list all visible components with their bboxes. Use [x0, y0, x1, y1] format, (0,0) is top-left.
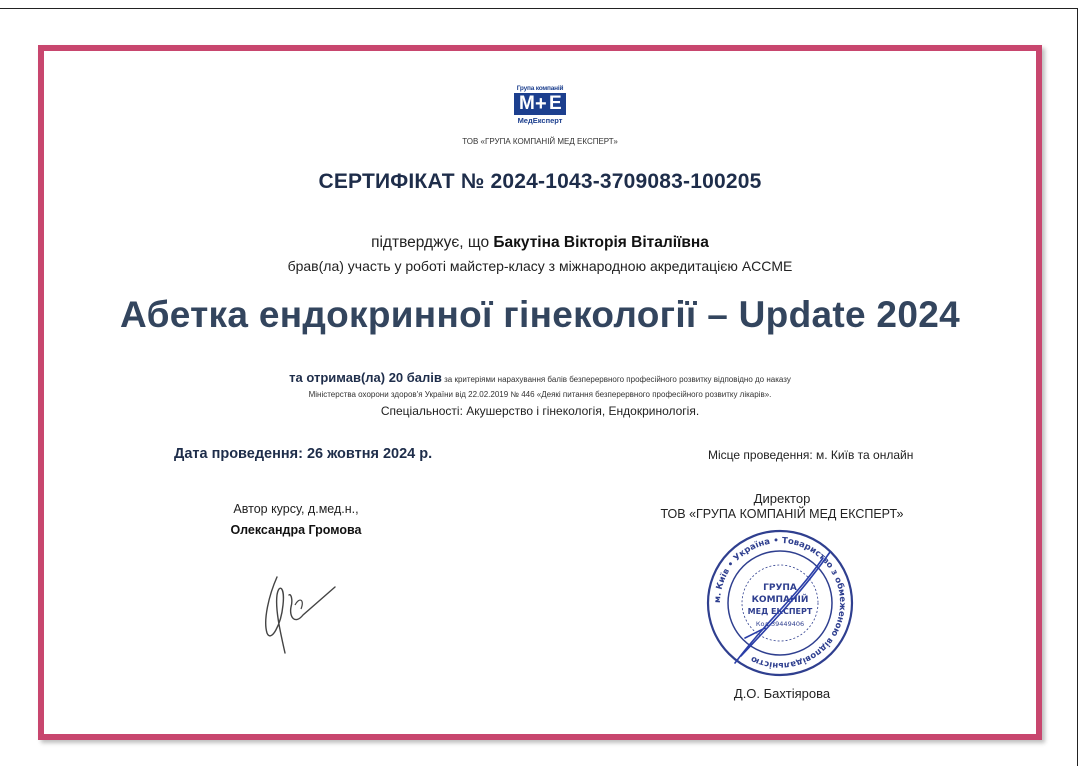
event-place: Місце проведення: м. Київ та онлайн [708, 448, 914, 462]
event-date: Дата проведення: 26 жовтня 2024 р. [174, 446, 433, 462]
company-header: ТОВ «ГРУПА КОМПАНІЙ МЕД ЕКСПЕРТ» [462, 137, 618, 146]
company-logo [511, 85, 569, 129]
confirm-line [0, 234, 1080, 252]
recipient-name: Бакутіна Вікторія Віталіївна [493, 234, 709, 251]
director-company: ТОВ «ГРУПА КОМПАНІЙ МЕД ЕКСПЕРТ» [660, 507, 904, 521]
stamp-line-3: МЕД ЕКСПЕРТ [747, 607, 813, 616]
logo-top-text: Група компаній [516, 85, 564, 92]
logo-letter-e: Е [549, 93, 562, 114]
ministry-line: Міністерства охорони здоров'я України від 22.02.2019 № 446 «Деякі питання безперервного професійного розвитку лікарів». [308, 390, 772, 399]
stamp-code: Код 39449406 [755, 620, 805, 628]
logo-letter-m: М [519, 93, 535, 114]
stamp-ring-text: м. Київ • Україна • Товариство з обмеженою відповідальністю [712, 535, 848, 671]
logo-plus-icon: + [535, 93, 547, 115]
stamp-line-2: КОМПАНІЙ [751, 595, 809, 605]
author-block [196, 502, 396, 537]
author-name: Олександра Громова [230, 523, 362, 537]
points-rest: за критеріями нарахування балів безперервного професійного розвитку відповідно до наказу [441, 375, 791, 384]
company-stamp [705, 528, 855, 678]
author-signature [255, 565, 345, 660]
certificate-number: СЕРТИФІКАТ № 2024-1043-3709083-100205 [318, 170, 762, 193]
logo-mark [514, 93, 566, 115]
points-line [0, 370, 1080, 385]
director-name: Д.О. Бахтіярова [733, 686, 831, 701]
course-title: Абетка ендокринної гінекології – Update 2024 [120, 294, 960, 335]
confirm-prefix: підтверджує, що [371, 234, 494, 251]
logo-bottom-text: МедЕксперт [517, 116, 563, 125]
points-bold: та отримав(ла) 20 балів [289, 370, 442, 385]
stamp-line-1: ГРУПА [763, 583, 797, 593]
participation-line: брав(ла) участь у роботі майстер-класу з міжнародною акредитацією ACCME [287, 258, 793, 274]
specialties-line: Спеціальності: Акушерство і гінекологія, Ендокринологія. [380, 404, 700, 418]
director-title: Директор [753, 491, 811, 506]
author-role: Автор курсу, д.мед.н., [233, 502, 359, 516]
director-block [612, 491, 952, 521]
